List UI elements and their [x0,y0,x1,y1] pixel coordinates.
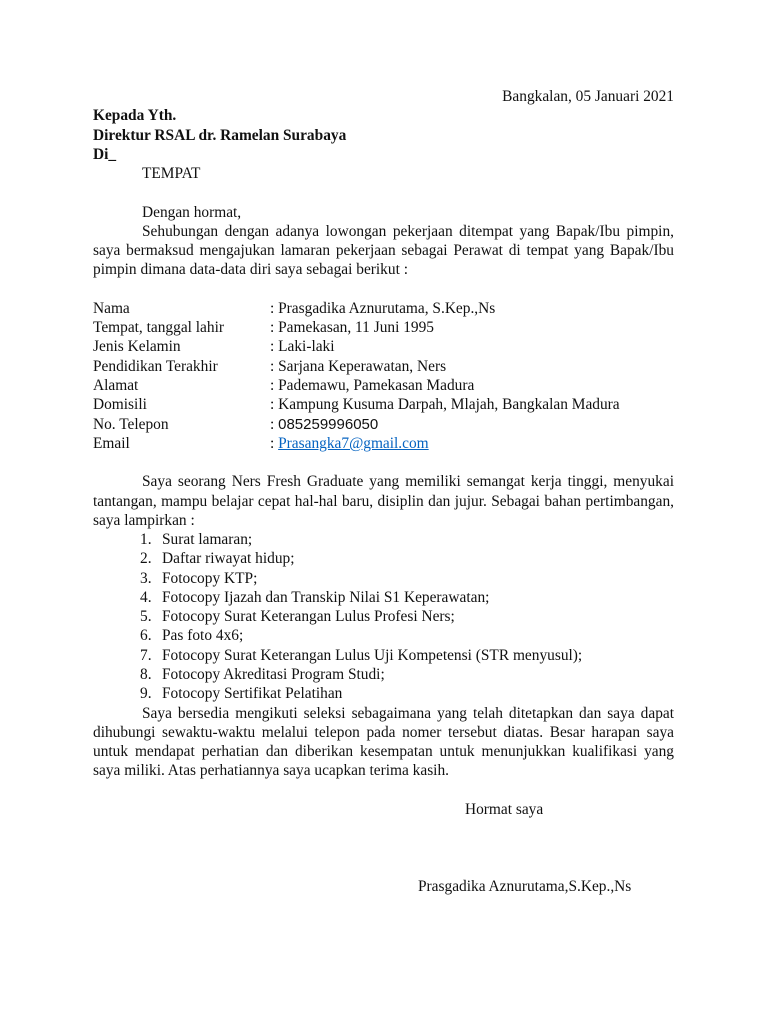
data-value: Prasgadika Aznurutama, S.Kep.,Ns [278,299,496,317]
attachment-item [93,530,674,549]
salutation: Dengan hormat, [142,203,242,221]
data-separator: : [270,319,275,337]
attachment-number: 7. [140,646,152,664]
intro-line: pimpin dimana data-data diri saya sebagai berikut : [93,261,408,279]
closing-line: untuk mendapat perhatian dan diberikan kesempatan untuk menunjukkan kualifikasi yang [93,743,674,761]
data-value: Pademawu, Pamekasan Madura [278,376,475,394]
sign-off: Hormat saya [465,800,544,818]
data-separator: : [270,299,275,317]
blank-line [93,183,674,202]
email-link[interactable]: Prasangka7@gmail.com [278,434,429,452]
recipient-place: TEMPAT [142,165,201,183]
data-value: Laki-laki [278,338,335,356]
attachment-number: 1. [140,531,152,549]
signature-name: Prasgadika Aznurutama,S.Kep.,Ns [418,877,632,895]
attachment-number: 3. [140,569,152,587]
data-separator: : [270,434,275,452]
attachment-item [93,569,674,588]
data-value: Pamekasan, 11 Juni 1995 [278,319,435,337]
blank-line [93,838,674,857]
data-row-nama [93,299,674,318]
attachment-text: Fotocopy Akreditasi Program Studi; [162,665,385,683]
closing-line: Saya bersedia mengikuti seleksi sebagaimana yang telah ditetapkan dan saya dapat [142,704,674,722]
data-row-alamat [93,376,674,395]
blank-line [93,453,674,472]
data-label: Nama [93,299,130,317]
data-row-pendidikan-terakhir [93,357,674,376]
body-line: Saya seorang Ners Fresh Graduate yang memiliki semangat kerja tinggi, menyukai [142,473,674,491]
data-separator: : [270,376,275,394]
data-label: Domisili [93,396,147,414]
blank-line [93,858,674,877]
attachment-item [93,549,674,568]
data-label: No. Telepon [93,415,169,433]
attachment-number: 6. [140,627,152,645]
recipient-at: Di_ [93,145,117,163]
attachment-text: Daftar riwayat hidup; [162,550,295,568]
attachment-item [93,626,674,645]
attachment-text: Fotocopy Surat Keterangan Lulus Uji Kompetensi (STR menyusul); [162,646,583,664]
data-row-tempat-tanggal-lahir [93,318,674,337]
intro-line: saya bermaksud mengajukan lamaran pekerjaan sebagai Perawat di tempat yang Bapak/Ibu [93,242,674,260]
data-separator: : [270,396,275,414]
attachment-item [93,607,674,626]
attachment-text: Surat lamaran; [162,531,253,549]
data-value: Sarjana Keperawatan, Ners [278,357,447,375]
letter-body [93,87,674,896]
attachment-item [93,646,674,665]
attachment-item [93,588,674,607]
phone-value: 085259996050 [278,415,379,433]
data-row-no-telepon [93,415,674,434]
attachment-number: 5. [140,608,152,626]
data-separator: : [270,357,275,375]
body-line: tantangan, mampu belajar cepat hal-hal baru, disiplin dan jujur. Sebagai bahan pertimbangan, [93,492,674,510]
recipient-addressee: Direktur RSAL dr. Ramelan Surabaya [93,126,347,144]
data-separator: : [270,415,275,433]
blank-line [93,781,674,800]
attachment-item [93,684,674,703]
blank-line [93,819,674,838]
closing-line: dihubungi sewaktu-waktu melalui telepon pada nomer tersebut diatas. Besar harapan saya [93,723,674,741]
attachment-number: 9. [140,685,152,703]
data-label: Jenis Kelamin [93,338,181,356]
attachment-text: Fotocopy Surat Keterangan Lulus Profesi Ners; [162,608,455,626]
attachment-number: 2. [140,550,152,568]
attachment-text: Fotocopy Sertifikat Pelatihan [162,685,343,703]
intro-line: Sehubungan dengan adanya lowongan pekerjaan ditempat yang Bapak/Ibu pimpin, [142,222,674,240]
body-line: saya lampirkan : [93,511,195,529]
data-label: Alamat [93,376,139,394]
place-date: Bangkalan, 05 Januari 2021 [502,88,674,105]
data-row-jenis-kelamin [93,337,674,356]
recipient-greeting: Kepada Yth. [93,107,177,125]
data-row-email [93,434,674,453]
attachment-number: 8. [140,665,152,683]
data-label: Email [93,434,130,452]
data-separator: : [270,338,275,356]
attachment-text: Fotocopy KTP; [162,569,258,587]
data-row-domisili [93,395,674,414]
attachment-text: Pas foto 4x6; [162,627,244,645]
attachment-number: 4. [140,588,152,606]
data-value: Kampung Kusuma Darpah, Mlajah, Bangkalan Madura [278,396,620,414]
blank-line [93,280,674,299]
attachment-item [93,665,674,684]
data-label: Tempat, tanggal lahir [93,319,224,337]
attachment-text: Fotocopy Ijazah dan Transkip Nilai S1 Keperawatan; [162,588,490,606]
closing-line: saya miliki. Atas perhatiannya saya ucapkan terima kasih. [93,762,450,780]
data-label: Pendidikan Terakhir [93,357,218,375]
